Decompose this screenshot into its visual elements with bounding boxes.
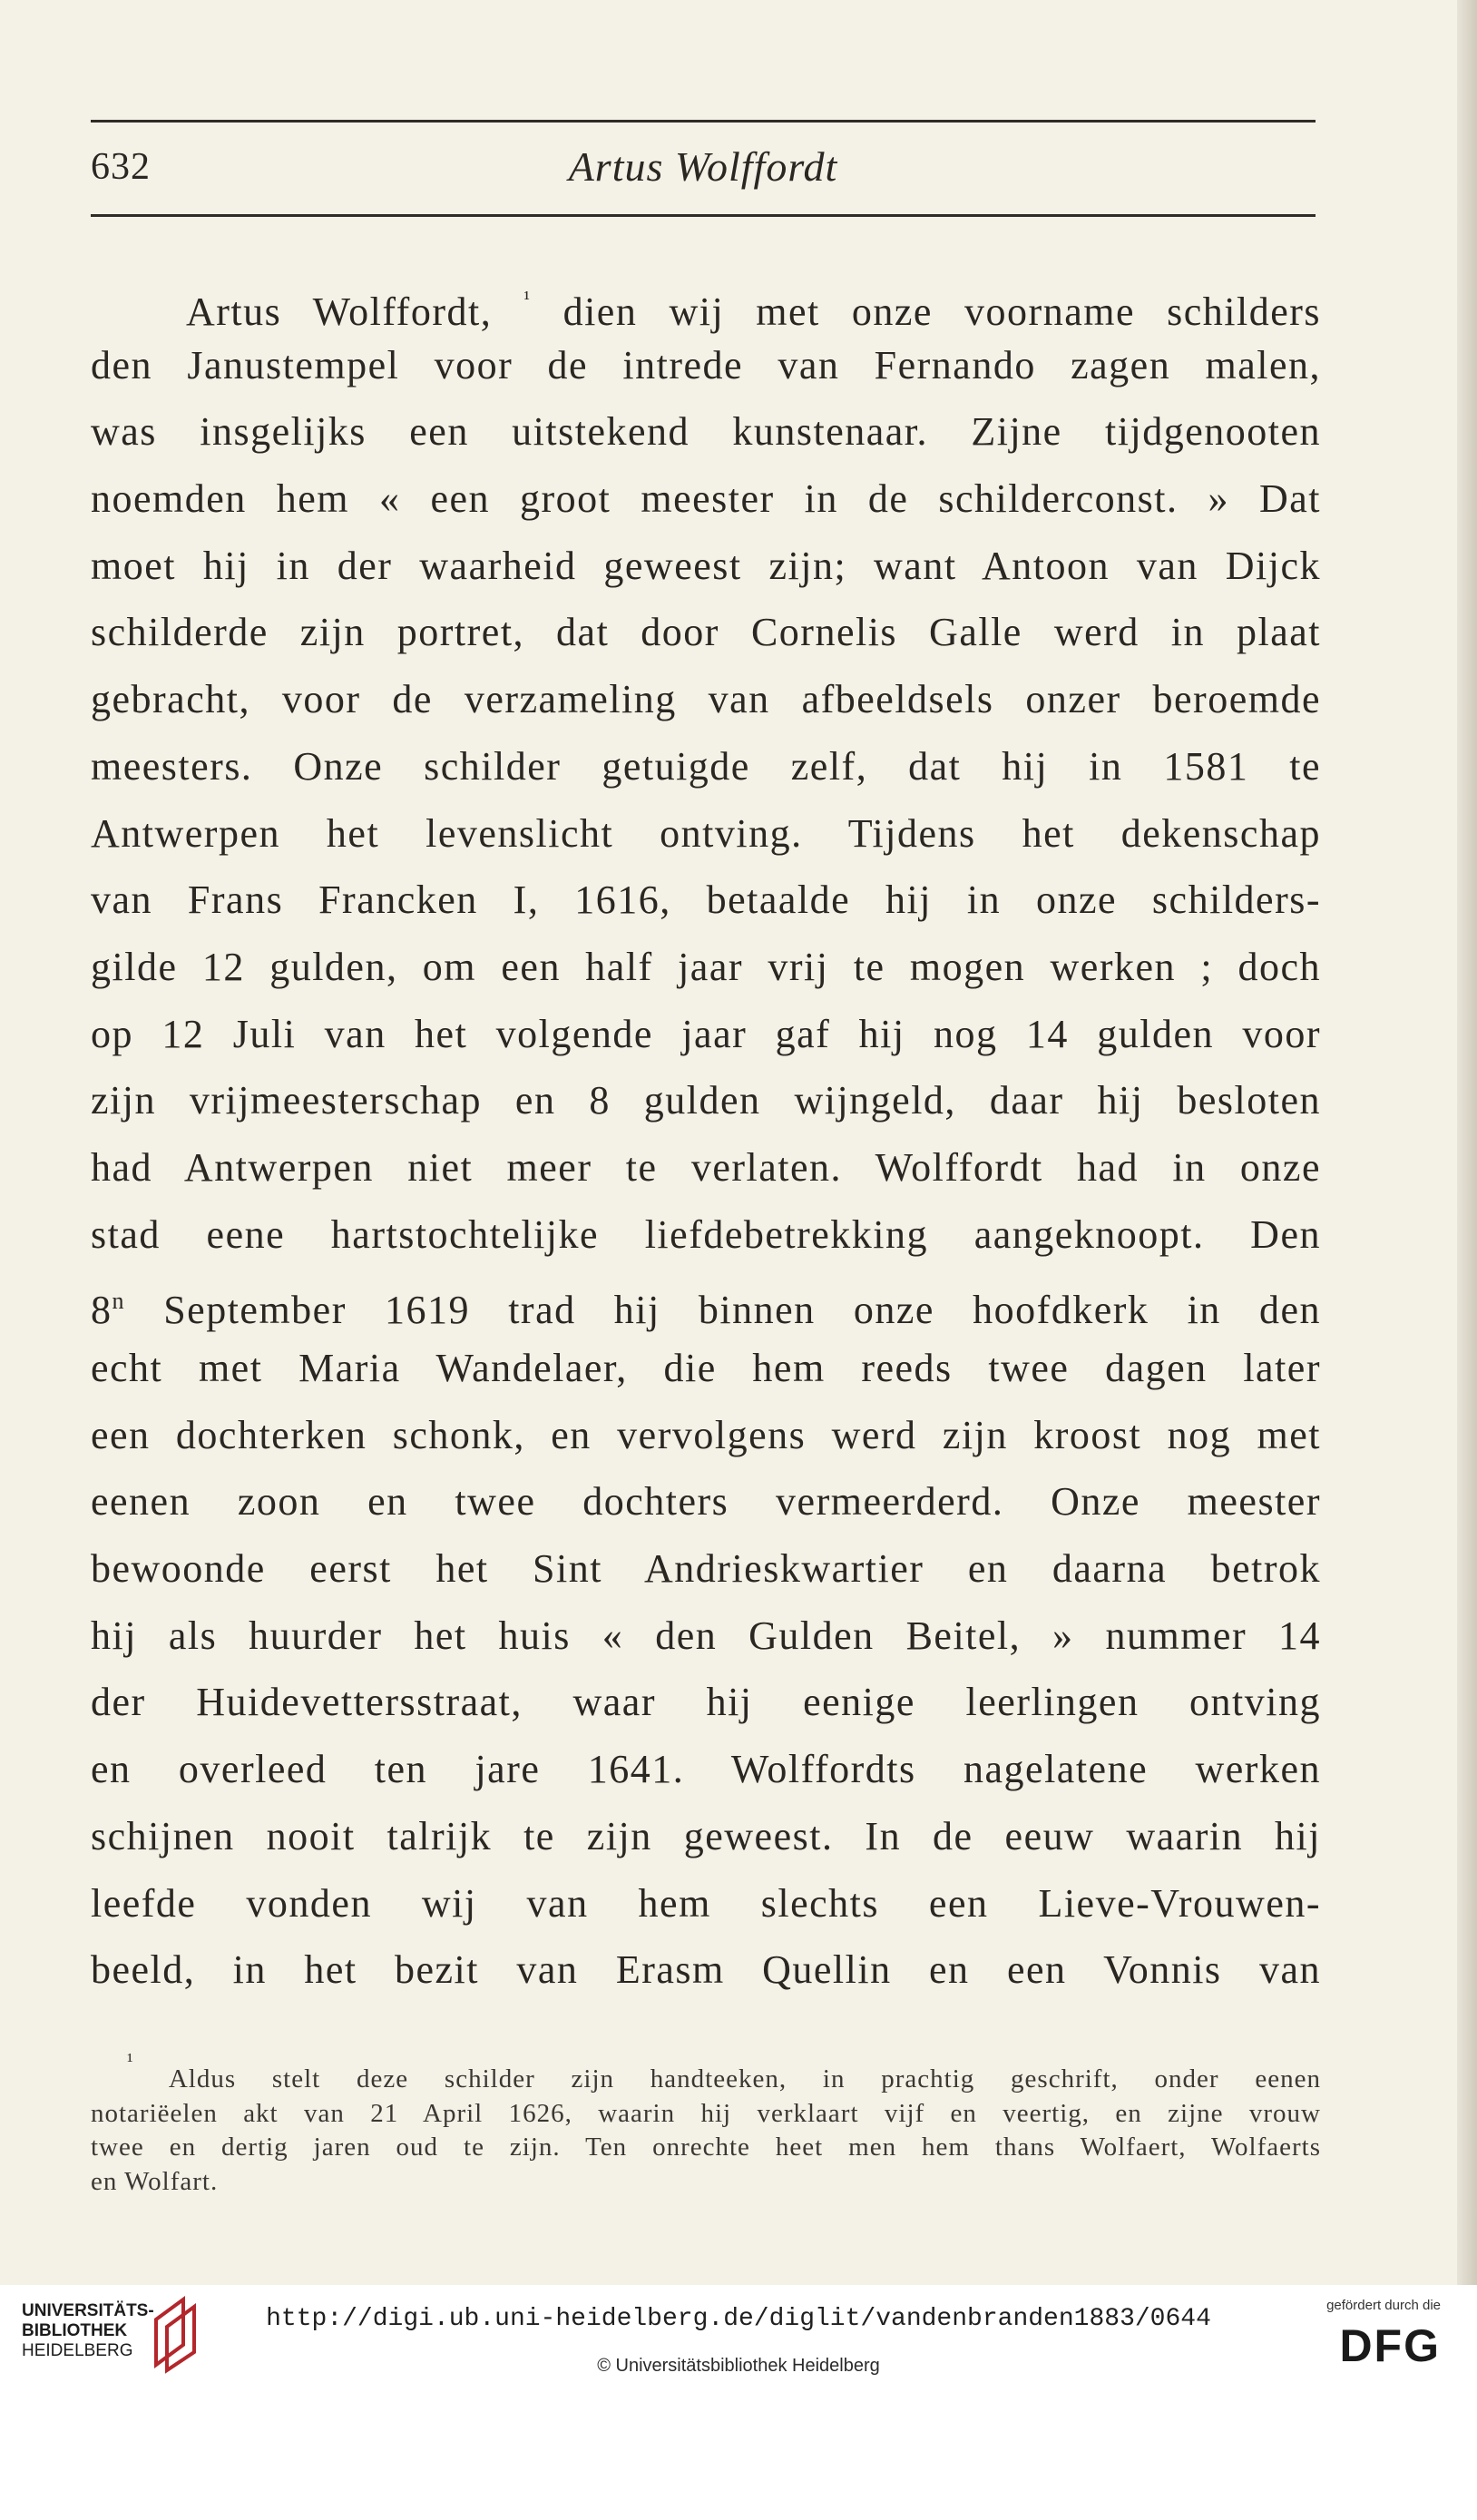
page-number: 632: [91, 146, 151, 188]
line-1-rest: dien wij met onze voorname schilders: [562, 289, 1322, 334]
dfg-logo: DFG: [1339, 2320, 1441, 2371]
date-day: 8: [91, 1288, 112, 1333]
body-line: leefde vonden wij van hem slechts een Lieve-Vrouwen-: [91, 1880, 1321, 1926]
body-line: beeld, in het bezit van Erasm Quellin en een Vonnis van: [91, 1947, 1321, 1993]
body-line: had Antwerpen niet meer te verlaten. Wolffordt had in onze: [91, 1144, 1321, 1190]
footnote: [91, 2044, 1321, 2199]
body-line: schijnen nooit talrijk te zijn geweest. In de eeuw waarin hij: [91, 1813, 1321, 1858]
body-line: moet hij in der waarheid geweest zijn; want Antoon van Dijck: [91, 543, 1321, 588]
copyright-notice: © Universitätsbibliothek Heidelberg: [597, 2356, 880, 2376]
body-line: was insgelijks een uitstekend kunstenaar. Zijne tijdgenooten: [91, 409, 1321, 455]
line-1-start: Artus Wolffordt,: [186, 289, 493, 334]
permalink-url[interactable]: http://digi.ub.uni-heidelberg.de/diglit/vandenbranden1883/0644: [266, 2305, 1211, 2333]
body-line: eenen zoon en twee dochters vermeerderd. Onze meester: [91, 1479, 1321, 1525]
body-line: zijn vrijmeesterschap en 8 gulden wijngeld, daar hij besloten: [91, 1078, 1321, 1123]
header-rule-top: [91, 120, 1316, 123]
library-name-line-3: HEIDELBERG: [22, 2341, 133, 2360]
running-title: Artus Wolffordt: [568, 143, 838, 190]
body-line: Antwerpen het levenslicht ontving. Tijdens het dekenschap: [91, 810, 1321, 856]
page-edge: [1457, 0, 1477, 2520]
body-line: den Janustempel voor de intrede van Fernando zagen malen,: [91, 342, 1321, 387]
body-line: gilde 12 gulden, om een half jaar vrij te mogen werken ; doch: [91, 944, 1321, 989]
body-line: hij als huurder het huis « den Gulden Beitel, » nummer 14: [91, 1613, 1321, 1658]
body-line-1: [91, 265, 1321, 332]
footnote-line: notariëelen akt van 21 April 1626, waarin hij verklaart vijf en veertig, en zijne vrouw: [91, 2098, 1321, 2128]
body-line: op 12 Juli van het volgende jaar gaf hij nog 14 gulden voor: [91, 1011, 1321, 1056]
body-line: noemden hem « een groot meester in de schilderconst. » Dat: [91, 476, 1321, 522]
body-text: [91, 265, 1321, 2004]
footnote-line-1-text: Aldus stelt deze schilder zijn handteeken, in prachtig geschrift, onder eenen: [168, 2064, 1321, 2093]
date-line-rest: September 1619 trad hij binnen onze hoofdkerk in den: [163, 1288, 1322, 1333]
body-line: schilderde zijn portret, dat door Cornelis Galle werd in plaat: [91, 610, 1321, 655]
body-line: stad eene hartstochtelijke liefdebetrekking aangeknoopt. Den: [91, 1211, 1321, 1257]
footnote-line: twee en dertig jaren oud te zijn. Ten onrechte heet men hem thans Wolfaert, Wolfaerts: [91, 2133, 1321, 2162]
page-header: [91, 136, 1316, 198]
body-line: echt met Maria Wandelaer, die hem reeds twee dagen later: [91, 1346, 1321, 1390]
funding-note: gefördert durch die: [1326, 2298, 1441, 2313]
body-line: van Frans Francken I, 1616, betaalde hij in onze schilders-: [91, 878, 1321, 923]
date-superscript: n: [112, 1288, 125, 1315]
viewer-footer: [0, 2285, 1477, 2520]
header-rule-bottom: [91, 214, 1316, 217]
footnote-reference: ¹: [523, 287, 532, 309]
footnote-mark: ¹: [127, 2049, 134, 2072]
body-line: een dochterken schonk, en vervolgens werd zijn kroost nog met: [91, 1412, 1321, 1457]
body-line: der Huidevettersstraat, waar hij eenige leerlingen ontving: [91, 1680, 1321, 1725]
body-line-date: [91, 1268, 1321, 1335]
library-name-line-2: BIBLIOTHEK: [22, 2321, 128, 2340]
library-name-line-1: UNIVERSITÄTS-: [22, 2301, 154, 2320]
footnote-line: en Wolfart.: [91, 2166, 219, 2196]
body-line: en overleed ten jare 1641. Wolffordts nagelatene werken: [91, 1747, 1321, 1792]
footnote-line: [91, 2044, 1321, 2097]
body-line: gebracht, voor de verzameling van afbeeldsels onzer beroemde: [91, 677, 1321, 722]
body-line: meesters. Onze schilder getuigde zelf, dat hij in 1581 te: [91, 743, 1321, 789]
body-line: bewoonde eerst het Sint Andrieskwartier en daarna betrok: [91, 1546, 1321, 1592]
